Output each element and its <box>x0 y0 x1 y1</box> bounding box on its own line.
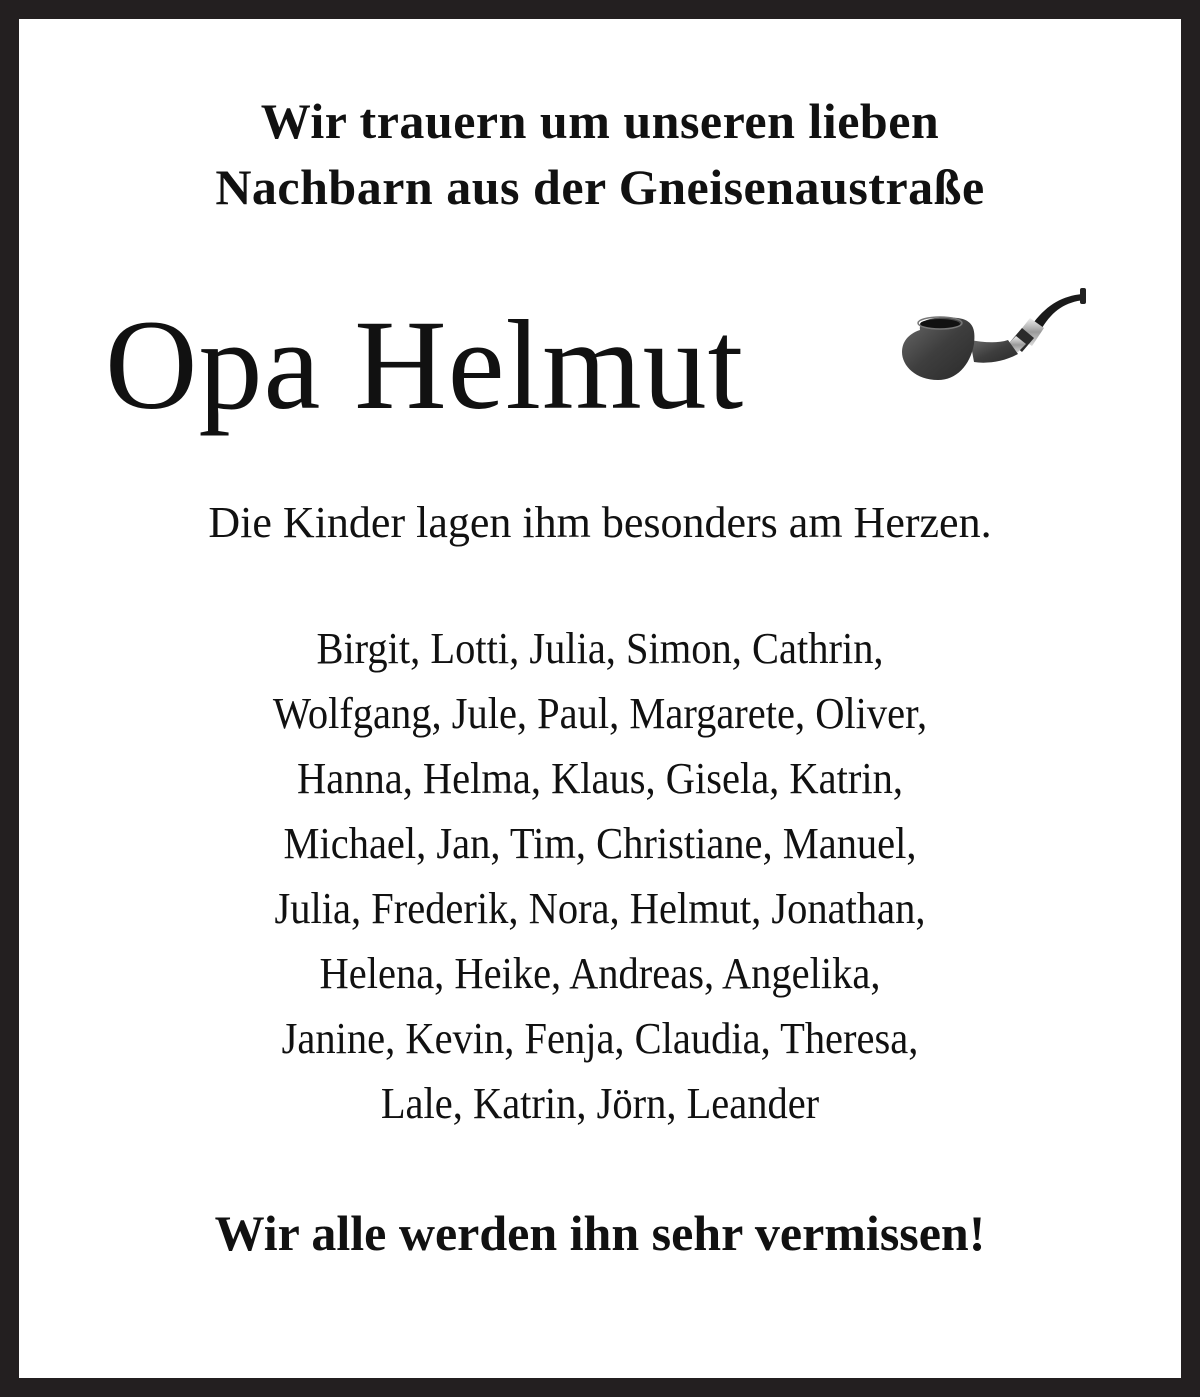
names-line: Birgit, Lotti, Julia, Simon, Cathrin, <box>316 624 884 673</box>
names-line: Hanna, Helma, Klaus, Gisela, Katrin, <box>297 754 903 803</box>
names-line: Lale, Katrin, Jörn, Leander <box>380 1079 820 1128</box>
tobacco-pipe-icon <box>898 278 1090 388</box>
names-line: Wolfgang, Jule, Paul, Margarete, Oliver, <box>272 689 928 738</box>
deceased-name: Opa Helmut <box>105 294 745 436</box>
closing-text: Wir alle werden ihn sehr vermissen! <box>214 1205 986 1261</box>
intro-line: Wir trauern um unseren lieben <box>260 93 940 149</box>
names-line: Helena, Heike, Andreas, Angelika, <box>319 949 881 998</box>
intro-text <box>0 88 1200 220</box>
names-line: Janine, Kevin, Fenja, Claudia, Theresa, <box>281 1014 919 1063</box>
intro-line: Nachbarn aus der Gneisenaustraße <box>215 159 985 215</box>
names-line: Michael, Jan, Tim, Christiane, Manuel, <box>283 819 917 868</box>
subtitle-text: Die Kinder lagen ihm besonders am Herzen. <box>208 498 992 547</box>
names-list <box>48 616 1152 1136</box>
names-line: Julia, Frederik, Nora, Helmut, Jonathan, <box>274 884 926 933</box>
